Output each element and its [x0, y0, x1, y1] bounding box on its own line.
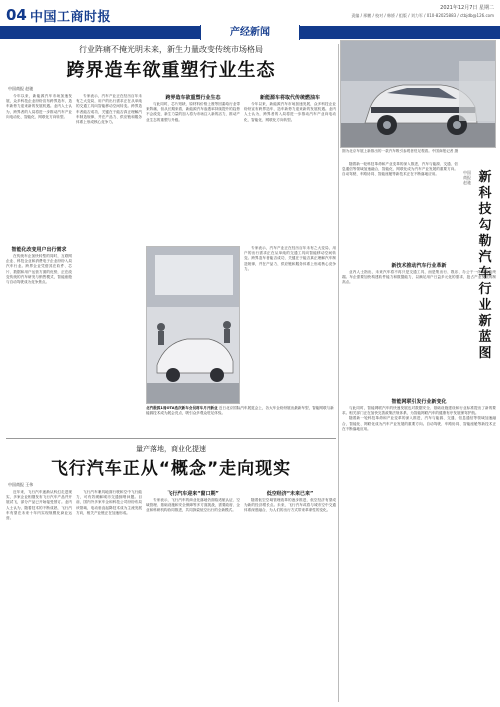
car-photo-caption: 图为北京车展上新推出的一款汽车吸引参观者驻足观看。中国商报记者 摄 — [342, 149, 459, 153]
bottom-story-column-4 — [244, 498, 336, 702]
auto-show-caption-text: 近日北京国际汽车展览会上，各大车企纷纷展出最新车型，智能网联与新能源技术成为展会亮点，吸引众多观众驻足体验。 — [146, 406, 334, 415]
top-story-column-3 — [146, 102, 240, 244]
top-story-byline: 中国商报 赵驰 — [8, 86, 34, 91]
top-story-paragraph: 今年以来，新能源汽车市场加速发展，众多科技企业纷纷宣布跨界造车，造车新势力迎来新的发展机遇。业内人士认为，跨界者的入局将进一步推动汽车产业向电动化、智能化、网联化方向转型。 — [244, 102, 336, 122]
top-story-subhead-3: 新能源车将取代传统燃油车 — [259, 95, 320, 101]
auto-show-caption-title: 北汽极狐1周OTA迭次新车会员将车月开新业 — [146, 406, 218, 410]
top-story-column-1 — [6, 94, 72, 244]
side-story-column-3 — [342, 406, 496, 702]
issue-date: 2021年12月7日 星期二 — [440, 5, 494, 11]
bottom-story-paragraph: 近年来，飞行汽车逐渐从科幻走进现实，多家企业相继发布飞行汽车产品并开展试飞，部分产品已开始接受预订。业内人士认为，随着技术的不断成熟，飞行汽车有望在未来十年内实现规模化商业运营。 — [6, 490, 72, 521]
side-story-paragraph: 业内人士指出，未来汽车将不再只是交通工具，而是集出行、娱乐、办公于一体的智能终端。车企需要加快构建软件能力和数据能力，以满足用户日益多元化的需求，抢占产业发展的制高点。 — [342, 270, 496, 285]
top-story-paragraph: 与此同时，芯片短缺、原材料价格上涨等因素给行业带来阵痛，但从长期来看，新能源汽车渗透率持续提升的趋势不会改变，新生力量的加入将为市场注入新的活力，推动产业生态的重塑与升级。 — [146, 102, 240, 122]
auto-show-caption — [146, 406, 334, 416]
bottom-story-kicker: 量产落地，商业化提速 — [136, 445, 206, 453]
bottom-story-subhead-2: 低空经济“未来已来” — [266, 491, 314, 497]
car-photo-illustration — [341, 41, 496, 148]
bottom-story-subhead-1: 飞行汽车迎来“窗口期” — [167, 491, 219, 497]
side-story-headline: 新科技勾勒汽车行业新蓝图 — [478, 170, 492, 361]
bottom-story-column-3 — [146, 498, 240, 702]
top-story-column-2 — [76, 94, 142, 434]
side-story-column-2 — [342, 270, 496, 394]
newspaper-name: 中国工商时报 — [30, 10, 112, 25]
bottom-story-byline: 中国商报 王伟 — [8, 482, 34, 487]
bottom-story-paragraph: 专家表示，飞行汽车的商业化落地仍面临适航认证、空域管理、基础设施和安全保障等多方面挑战，需要政府、企业和科研机构协同推进，共同探索低空出行的全新模式。 — [146, 498, 240, 513]
top-story-column-1b — [6, 254, 72, 434]
editor-credits: 责编 / 邢鹏 / 校对 / 韩娇 / 组版 / 刘力军 / 010-82025883 / ctbjdb@126.com — [351, 13, 494, 18]
top-story-column-5 — [244, 246, 336, 404]
masthead — [0, 0, 500, 28]
bottom-story-column-1 — [6, 490, 72, 702]
side-story-subhead-1: 新技术推动汽车行业革新 — [391, 263, 447, 269]
bottom-story-paragraph: 飞行汽车兼具地面行驶和空中飞行能力，可有效缓解城市交通拥堵问题。目前，国内外多家车企和科技公司纷纷布局该领域，电动垂直起降技术成为主流发展方向，相关产业链正在加速形成。 — [76, 490, 142, 515]
column-divider — [338, 44, 339, 702]
side-story-subhead-2: 智能网联引发行业新变化 — [391, 399, 447, 405]
bottom-story-paragraph: 随着低空空域管理改革的逐步推进，低空经济有望成为新的经济增长点。未来，飞行汽车或将与城市空中交通体系深度融合，为人们的出行方式带来革命性的变化。 — [244, 498, 336, 513]
bottom-story-headline: 飞行汽车正从“概念”走向现实 — [50, 459, 292, 479]
top-story-paragraph: 专家表示，汽车产业正在经历百年未有之大变局，用户的出行需求正在从单纯的交通工具向智能移动空间转变。跨界造车者能否成功，关键在于能否真正理解汽车制造规律，并在产品力、供应链和服务体系上形成核心竞争力。 — [244, 246, 336, 271]
page-number: 04 — [6, 6, 27, 24]
side-story-paragraph: 随着新一轮科技革命和产业变革的深入推进，汽车与能源、交通、信息通信等领域加速融合，智能化、网联化成为汽车产业发展的重要方向。自动驾驶、车路协同、智能座舱等新技术正在不断落地应用。 — [342, 162, 458, 177]
top-story-paragraph: 今年以来，新能源汽车市场加速发展，众多科技企业纷纷宣布跨界造车，造车新势力迎来新的发展机遇。业内人士认为，跨界者的入局将进一步推动汽车产业向电动化、智能化、网联化方向转型。 — [6, 94, 72, 119]
side-story-paragraph: 与此同时，智能网联汽车的快速发展也对数据安全、基础设施建设和行业标准提出了新的要求。相关部门正在加快完善政策法规体系，为智能网联汽车的健康有序发展保驾护航。 — [342, 406, 496, 416]
side-story-column-1 — [342, 162, 458, 252]
section-divider — [6, 438, 336, 439]
section-title: 产经新闻 — [200, 25, 300, 40]
top-story-paragraph: 专家表示，汽车产业正在经历百年未有之大变局，用户的出行需求正在从单纯的交通工具向智能移动空间转变。跨界造车者能否成功，关键在于能否真正理解汽车制造规律，并在产品力、供应链和服务体系上形成核心竞争力。 — [76, 94, 142, 125]
auto-show-photo — [146, 246, 240, 404]
bottom-story-column-2 — [76, 490, 142, 702]
top-story-subhead-1: 智能化改变用户出行需求 — [11, 247, 67, 253]
car-photo — [340, 40, 496, 148]
side-story-paragraph: 随着新一轮科技革命和产业变革的深入推进，汽车与能源、交通、信息通信等领域加速融合，智能化、网联化成为汽车产业发展的重要方向。自动驾驶、车路协同、智能座舱等新技术正在不断落地应用。 — [342, 416, 496, 431]
side-story-byline: 中国商报 赵驰 — [463, 170, 471, 185]
top-story-kicker: 行业阵痛不掩光明未来，新生力量改变传统市场格局 — [79, 45, 263, 54]
top-story-paragraph: 在传统车企加快转型的同时，互联网企业、科技企业和消费电子企业纷纷入局汽车行业。跨界企业凭借其在软件、芯片、数据和用户运营方面的优势，正在改变传统的汽车研发与销售模式，智能座舱与自动驾驶成为竞争焦点。 — [6, 254, 72, 285]
top-story-headline: 跨界造车欲重塑行业生态 — [66, 60, 276, 81]
top-story-subhead-2: 跨界造车欲重塑行业生态 — [165, 95, 221, 101]
auto-show-illustration — [147, 247, 240, 404]
